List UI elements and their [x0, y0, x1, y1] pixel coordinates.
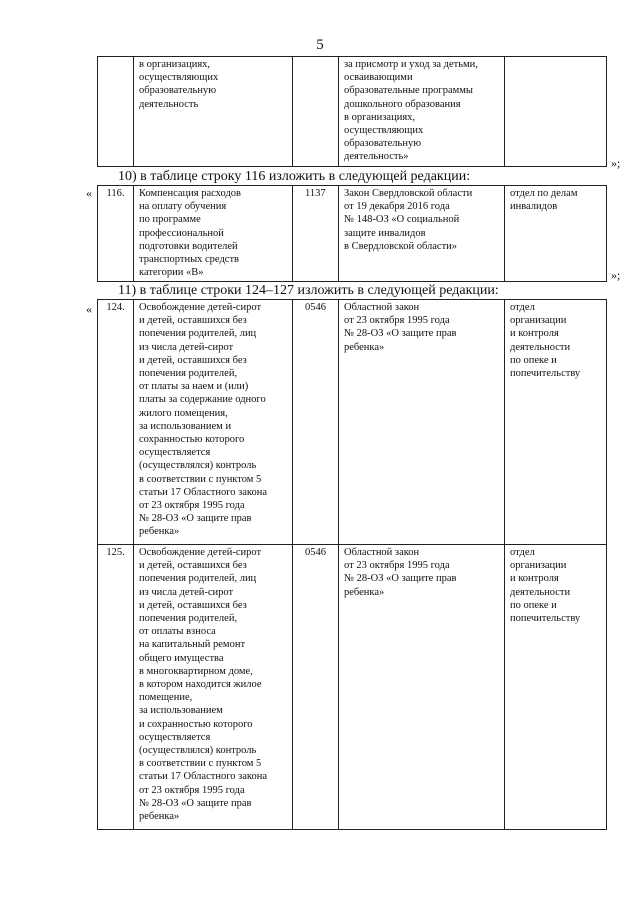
code-cell: [293, 57, 339, 167]
name-cell: Освобождение детей-сирот и детей, оставшихся без попечения родителей, лиц из числа детей-сирот и детей, оставшихся без попечения родителей, от платы за наем и (или) платы за содержание одного жилого помещения, за использованием и сохранностью которого осуществляется (осуществлялся) контроль в соответствии с пунктом 5 статьи 17 Областного закона от 23 октября 1995 года № 28-ОЗ «О защите прав ребенка»: [134, 300, 293, 545]
law-cell: за присмотр и уход за детьми, осваивающими образовательные программы дошкольного образования в организациях, осуществляющих образовательную деятельность»: [339, 57, 505, 167]
close-quote-mark: »;: [611, 156, 621, 170]
name-cell: Компенсация расходов на оплату обучения по программе профессиональной подготовки водителей транспортных средств категории «В»: [134, 186, 293, 282]
table-row: [98, 300, 607, 545]
law-cell: Областной закон от 23 октября 1995 года № 28-ОЗ «О защите прав ребенка»: [339, 300, 505, 545]
table-row: [98, 545, 607, 830]
num-cell: 125.: [98, 545, 134, 830]
dept-cell: [505, 57, 607, 167]
section-11-heading: 11) в таблице строки 124–127 изложить в следующей редакции:: [118, 283, 499, 298]
dept-cell: отдел организации и контроля деятельности по опеке и попечительству: [505, 300, 607, 545]
name-cell: Освобождение детей-сирот и детей, оставшихся без попечения родителей, лиц из числа детей-сирот и детей, оставшихся без попечения родителей, от оплаты взноса на капитальный ремонт общего имущества в многоквартирном доме, в котором находится жилое помещение, за использованием и сохранностью которого осуществляется (осуществлялся) контроль в соответствии с пунктом 5 статьи 17 Областного закона от 23 октября 1995 года № 28-ОЗ «О защите прав ребенка»: [134, 545, 293, 830]
row-116-table: [97, 185, 607, 282]
dept-cell: отдел по делам инвалидов: [505, 186, 607, 282]
num-cell: [98, 57, 134, 167]
code-cell: 0546: [293, 545, 339, 830]
law-cell: Закон Свердловской области от 19 декабря 2016 года № 148-ОЗ «О социальной защите инвалидов в Свердловской области»: [339, 186, 505, 282]
close-quote-mark: »;: [611, 268, 621, 282]
num-cell: 124.: [98, 300, 134, 545]
code-cell: 1137: [293, 186, 339, 282]
dept-cell: отдел организации и контроля деятельности по опеке и попечительству: [505, 545, 607, 830]
rows-124-127-table: [97, 299, 607, 830]
num-cell: 116.: [98, 186, 134, 282]
section-10-heading: 10) в таблице строку 116 изложить в следующей редакции:: [118, 169, 471, 184]
open-quote-mark: «: [86, 186, 92, 200]
name-cell: в организациях, осуществляющих образовательную деятельность: [134, 57, 293, 167]
open-quote-mark: «: [86, 302, 92, 316]
page-number: 5: [316, 37, 324, 53]
table-row: [98, 186, 607, 282]
law-cell: Областной закон от 23 октября 1995 года № 28-ОЗ «О защите прав ребенка»: [339, 545, 505, 830]
top-table: [97, 56, 607, 167]
table-row: [98, 57, 607, 167]
code-cell: 0546: [293, 300, 339, 545]
